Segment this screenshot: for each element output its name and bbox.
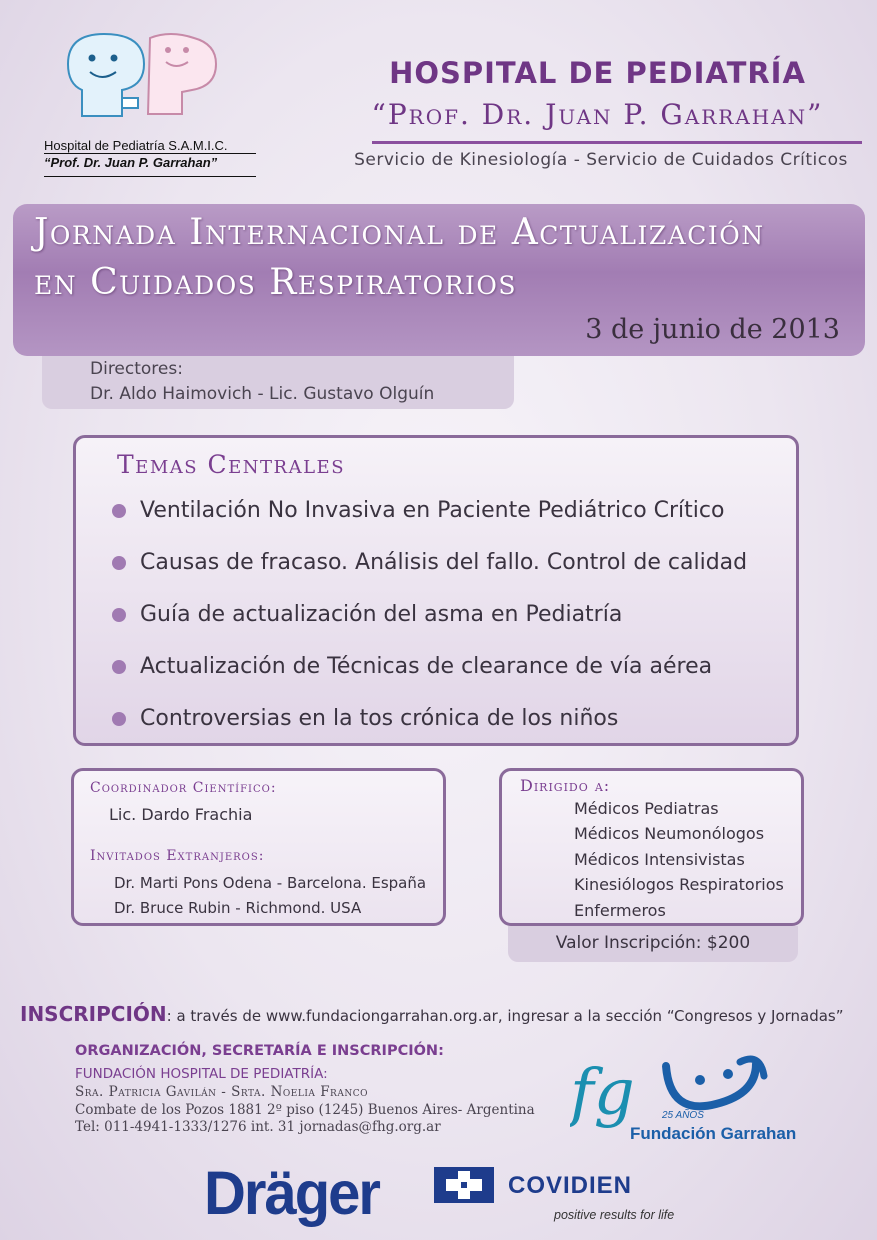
hospital-logo-icon xyxy=(58,28,238,128)
bullet-icon xyxy=(112,608,126,622)
logo-caption-line2: “Prof. Dr. Juan P. Garrahan” xyxy=(44,155,218,170)
fg-badge: 25 AÑOS xyxy=(662,1110,704,1121)
organization-foundation: FUNDACIÓN HOSPITAL DE PEDIATRÍA: xyxy=(75,1066,328,1082)
registration-label: INSCRIPCIÓN xyxy=(20,1002,167,1026)
audience-item: Enfermeros xyxy=(574,901,666,920)
organization-contact: Tel: 011-4941-1333/1276 int. 31 jornadas@fhg.org.ar xyxy=(75,1119,441,1135)
topics-panel xyxy=(73,435,799,746)
organization-address: Combate de los Pozos 1881 2º piso (1245) Buenos Aires- Argentina xyxy=(75,1102,535,1118)
coordinator-name: Lic. Dardo Frachia xyxy=(109,805,253,824)
topic-text: Actualización de Técnicas de clearance de vía aérea xyxy=(140,654,713,679)
registration-fee: Valor Inscripción: $200 xyxy=(555,933,751,953)
logo-rule xyxy=(44,153,256,154)
topics-title: Temas Centrales xyxy=(117,450,346,479)
bullet-icon xyxy=(112,660,126,674)
directors-names: Dr. Aldo Haimovich - Lic. Gustavo Olguín xyxy=(90,384,435,404)
audience-item: Médicos Pediatras xyxy=(574,799,719,818)
organization-people: Sra. Patricia Gavilán - Srta. Noelia Franco xyxy=(75,1084,368,1100)
header-divider xyxy=(372,141,862,144)
topic-item xyxy=(112,706,618,731)
topic-text: Ventilación No Invasiva en Paciente Pediátrico Crítico xyxy=(140,498,725,523)
topic-item xyxy=(112,498,724,523)
guest-item: Dr. Marti Pons Odena - Barcelona. España xyxy=(114,874,427,892)
hospital-title: HOSPITAL DE PEDIATRÍA xyxy=(389,56,806,90)
fg-letters: fg xyxy=(570,1056,635,1130)
audience-item: Médicos Intensivistas xyxy=(574,850,745,869)
topic-text: Causas de fracaso. Análisis del fallo. Control de calidad xyxy=(140,550,748,575)
registration-line xyxy=(20,1002,870,1026)
organization-heading: ORGANIZACIÓN, SECRETARÍA E INSCRIPCIÓN: xyxy=(75,1043,444,1059)
hospital-name: “Prof. Dr. Juan P. Garrahan” xyxy=(371,98,824,131)
topic-text: Controversias en la tos crónica de los niños xyxy=(140,706,619,731)
audience-item: Kinesiólogos Respiratorios xyxy=(574,875,784,894)
coordinator-label: Coordinador Científico: xyxy=(90,780,277,796)
directors-label: Directores: xyxy=(90,359,183,379)
topic-item xyxy=(112,654,712,679)
bullet-icon xyxy=(112,556,126,570)
audience-item: Médicos Neumonólogos xyxy=(574,824,765,843)
covidien-tagline: positive results for life xyxy=(554,1208,675,1222)
covidien-logo: COVIDIEN xyxy=(508,1172,633,1199)
bullet-icon xyxy=(112,504,126,518)
guests-label: Invitados Extranjeros: xyxy=(90,848,265,864)
drager-logo: Dräger xyxy=(204,1159,379,1228)
event-date: 3 de junio de 2013 xyxy=(585,314,840,345)
topic-item xyxy=(112,550,747,575)
logo-caption-line1: Hospital de Pediatría S.A.M.I.C. xyxy=(44,138,228,153)
guest-item: Dr. Bruce Rubin - Richmond. USA xyxy=(114,899,362,917)
topic-item xyxy=(112,602,622,627)
covidien-cross-icon xyxy=(434,1167,494,1203)
event-title-line1: Jornada Internacional de Actualización xyxy=(34,212,765,253)
topic-text: Guía de actualización del asma en Pediatría xyxy=(140,602,623,627)
event-title-line2: en Cuidados Respiratorios xyxy=(34,262,517,303)
registration-text: : a través de www.fundaciongarrahan.org.ar, ingresar a la sección “Congresos y Jornadas” xyxy=(166,1007,844,1025)
audience-label: Dirigido a: xyxy=(520,776,611,795)
hospital-services: Servicio de Kinesiología - Servicio de Cuidados Críticos xyxy=(354,150,848,170)
logo-rule xyxy=(44,176,256,177)
bullet-icon xyxy=(112,712,126,726)
fundacion-garrahan-name: Fundación Garrahan xyxy=(630,1124,797,1143)
